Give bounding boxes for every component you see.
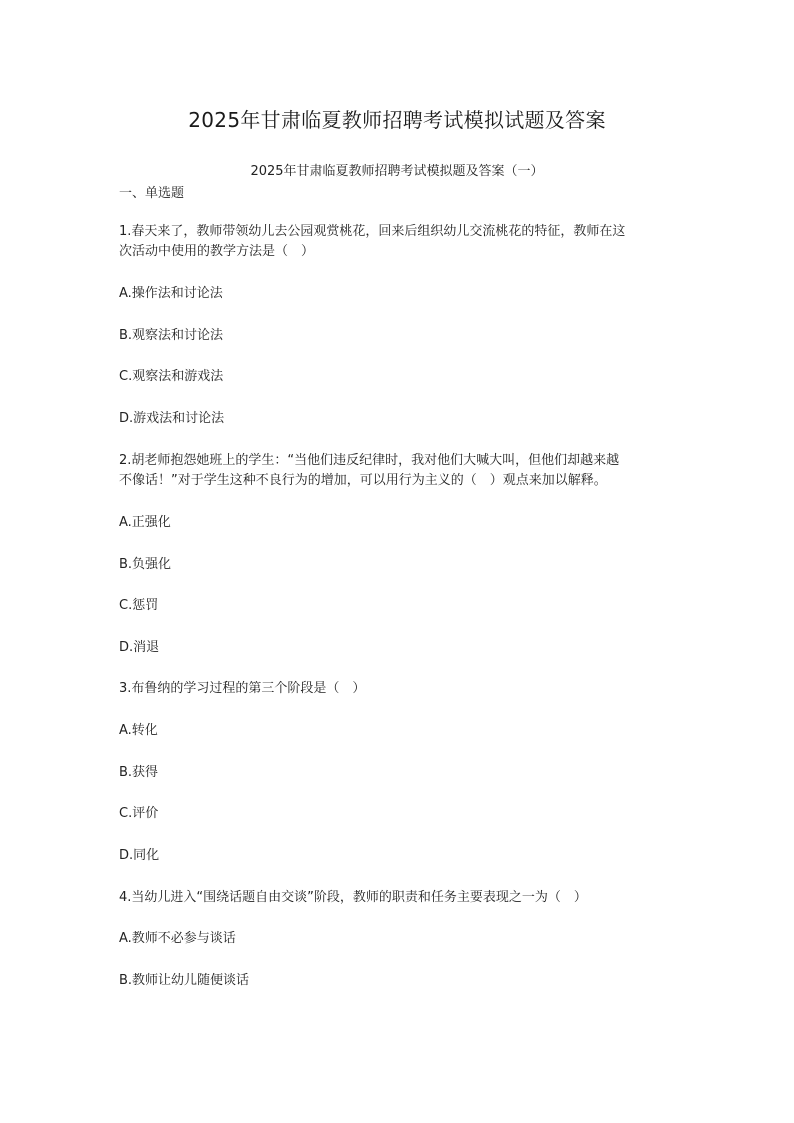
question-3-option-d: D.同化 <box>119 848 160 863</box>
question-2-stem-line-1: 2.胡老师抱怨她班上的学生：“当他们违反纪律时，我对他们大喊大叫，但他们却越来越 <box>119 453 620 468</box>
section-heading: 一、单选题 <box>119 186 185 201</box>
question-2-stem-line-2: 不像话！”对于学生这种不良行为的增加，可以用行为主义的（ ）观点来加以解释。 <box>119 473 607 488</box>
question-4-option-a: A.教师不必参与谈话 <box>119 931 236 946</box>
question-3-option-a: A.转化 <box>119 723 158 738</box>
document-title: 2025年甘肃临夏教师招聘考试模拟试题及答案 <box>188 108 606 132</box>
question-3-option-b: B.获得 <box>119 765 159 780</box>
question-2-option-d: D.消退 <box>119 640 160 655</box>
question-1-stem-line-2: 次活动中使用的教学方法是（ ） <box>119 244 315 259</box>
question-2-option-c: C.惩罚 <box>119 598 159 613</box>
question-3-option-c: C.评价 <box>119 806 159 821</box>
question-1-option-c: C.观察法和游戏法 <box>119 369 224 384</box>
question-3-stem: 3.布鲁纳的学习过程的第三个阶段是（ ） <box>119 681 366 696</box>
question-1-option-a: A.操作法和讨论法 <box>119 286 223 301</box>
question-4-stem: 4.当幼儿进入“围绕话题自由交谈”阶段，教师的职责和任务主要表现之一为（ ） <box>119 890 587 905</box>
question-2-option-b: B.负强化 <box>119 557 172 572</box>
question-4-option-b: B.教师让幼儿随便谈话 <box>119 973 250 988</box>
question-1-stem-line-1: 1.春天来了，教师带领幼儿去公园观赏桃花，回来后组织幼儿交流桃花的特征，教师在这 <box>119 224 626 239</box>
question-1-option-b: B.观察法和讨论法 <box>119 328 224 343</box>
question-2-option-a: A.正强化 <box>119 515 171 530</box>
document-subtitle: 2025年甘肃临夏教师招聘考试模拟题及答案（一） <box>250 164 544 179</box>
question-1-option-d: D.游戏法和讨论法 <box>119 411 225 426</box>
